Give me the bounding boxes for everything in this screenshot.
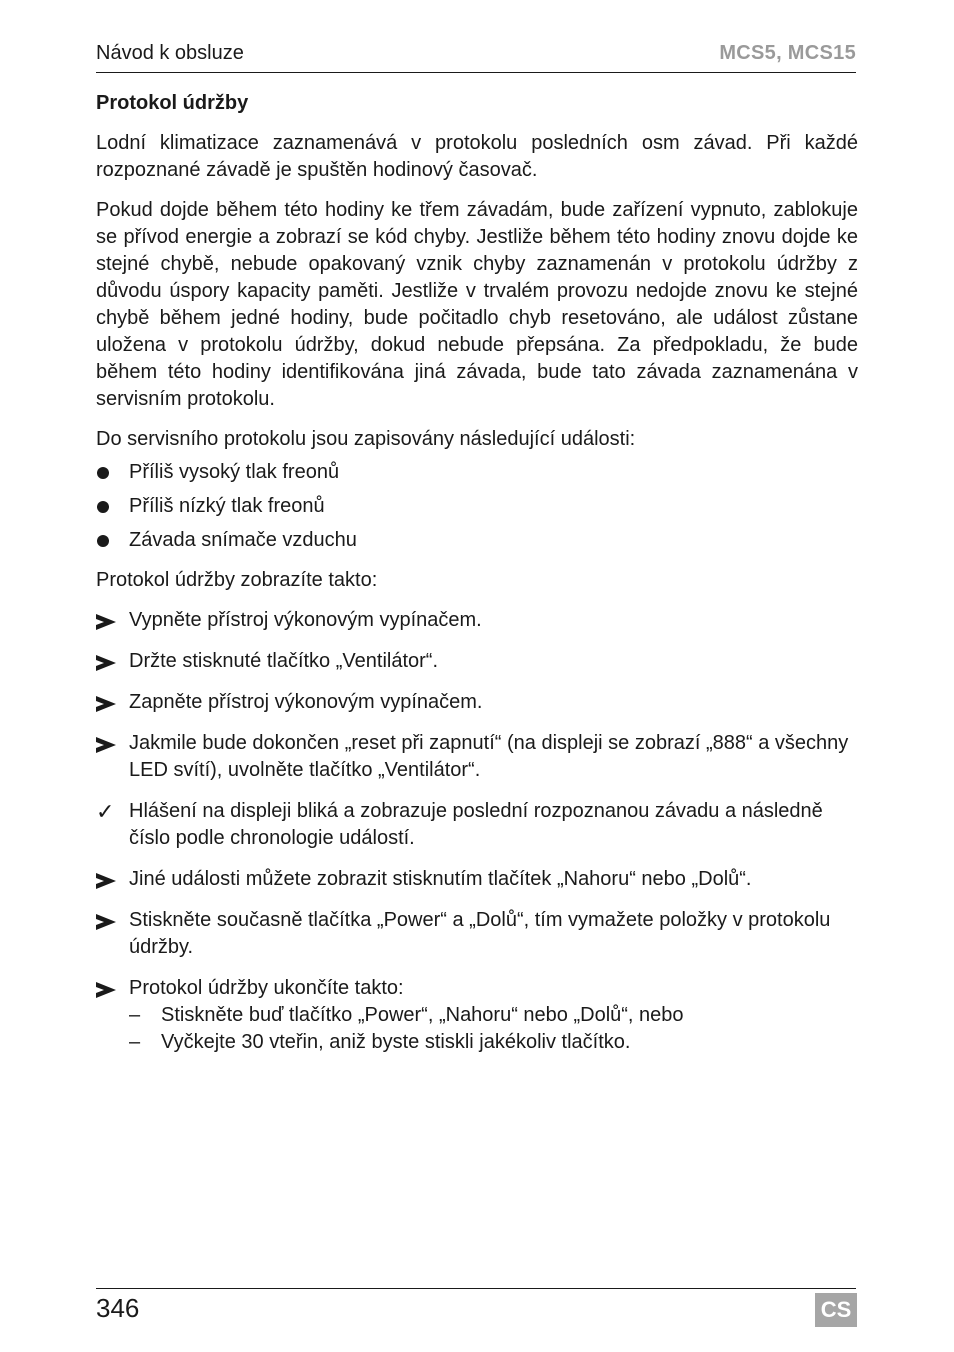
page-header (96, 40, 856, 73)
bullet-icon (97, 501, 109, 513)
paragraph: Protokol údržby zobrazíte takto: (96, 569, 378, 591)
paragraph: Lodní klimatizace zaznamenává v protokolu posledních osm závad. Při každé rozpoznané závadě je spuštěn hodinový časovač. (96, 132, 858, 181)
arrow-icon (96, 648, 116, 679)
step-text: Jakmile bude dokončen „reset při zapnutí“ (na displeji se zobrazí „888“ a všechny LED svítí), uvolněte tlačítko „Ventilátor“. (129, 732, 849, 781)
step-text: Stiskněte současně tlačítka „Power“ a „Dolů“, tím vymažete položky v protokolu údržby. (129, 909, 831, 958)
main-content (96, 90, 858, 1070)
arrow-icon (96, 689, 116, 720)
instruction-step (96, 866, 858, 893)
dash-icon: – (129, 1004, 141, 1026)
page-number: 346 (96, 1293, 140, 1323)
paragraph: Pokud dojde během této hodiny ke třem závadám, bude zařízení vypnuto, zablokuje se přívod energie a zobrazí se kód chyby. Jestliže během této hodiny znovu dojde ke stejné chybě, nebude opakovaný vznik chyby zaznamenán v protokolu údržby z důvodu úspory kapacity paměti. Jestliže v trvalém provozu nedojde znovu ke stejné chybě během jedné hodiny, bude počitadlo chyb resetováno, ale událost zůstane uložena v protokolu údržby, dokud nebude přepsána. Za předpokladu, že bude během této hodiny identifikována jiná závada, bude tato závada zaznamenána v servisním protokolu. (96, 199, 858, 410)
list-item-text: Příliš nízký tlak freonů (129, 495, 325, 517)
model-name: MCS5, MCS15 (719, 42, 856, 64)
list-item (129, 1002, 858, 1029)
arrow-icon (96, 607, 116, 638)
list-item (96, 493, 858, 520)
instruction-step (96, 689, 858, 716)
arrow-icon (96, 866, 116, 897)
step-text: Zapněte přístroj výkonovým vypínačem. (129, 691, 483, 713)
list-item (96, 527, 858, 554)
instruction-step (96, 648, 858, 675)
step-text: Vypněte přístroj výkonovým vypínačem. (129, 609, 482, 631)
check-icon: ✓ (96, 799, 115, 824)
manual-title: Návod k obsluze (96, 42, 244, 64)
step-text: Držte stisknuté tlačítko „Ventilátor“. (129, 650, 439, 672)
arrow-icon (96, 730, 116, 761)
arrow-icon (96, 975, 116, 1006)
page-footer (96, 1288, 856, 1329)
step-text: Protokol údržby ukončíte takto: (129, 977, 404, 999)
end-options-list (129, 1002, 858, 1056)
list-item-text: Vyčkejte 30 vteřin, aniž byste stiskli jakékoliv tlačítko. (161, 1031, 631, 1053)
list-item (129, 1029, 858, 1056)
instruction-step (96, 975, 858, 1056)
instruction-step (96, 907, 858, 961)
bullet-icon (97, 535, 109, 547)
event-list (96, 459, 858, 554)
dash-icon: – (129, 1031, 141, 1053)
list-item-text: Stiskněte buď tlačítko „Power“, „Nahoru“ nebo „Dolů“, nebo (161, 1004, 684, 1026)
instruction-step (96, 730, 858, 784)
paragraph: Do servisního protokolu jsou zapisovány následující události: (96, 428, 636, 450)
instruction-step (96, 607, 858, 634)
bullet-icon (97, 467, 109, 479)
list-item (96, 459, 858, 486)
arrow-icon (96, 907, 116, 938)
result-step (96, 798, 858, 852)
section-heading: Protokol údržby (96, 92, 249, 114)
list-item-text: Příliš vysoký tlak freonů (129, 461, 340, 483)
step-text: Hlášení na displeji bliká a zobrazuje poslední rozpoznanou závadu a následně číslo podle chronologie událostí. (129, 800, 823, 849)
list-item-text: Závada snímače vzduchu (129, 529, 357, 551)
language-badge: CS (815, 1293, 857, 1327)
step-text: Jiné události můžete zobrazit stisknutím tlačítek „Nahoru“ nebo „Dolů“. (129, 868, 752, 890)
